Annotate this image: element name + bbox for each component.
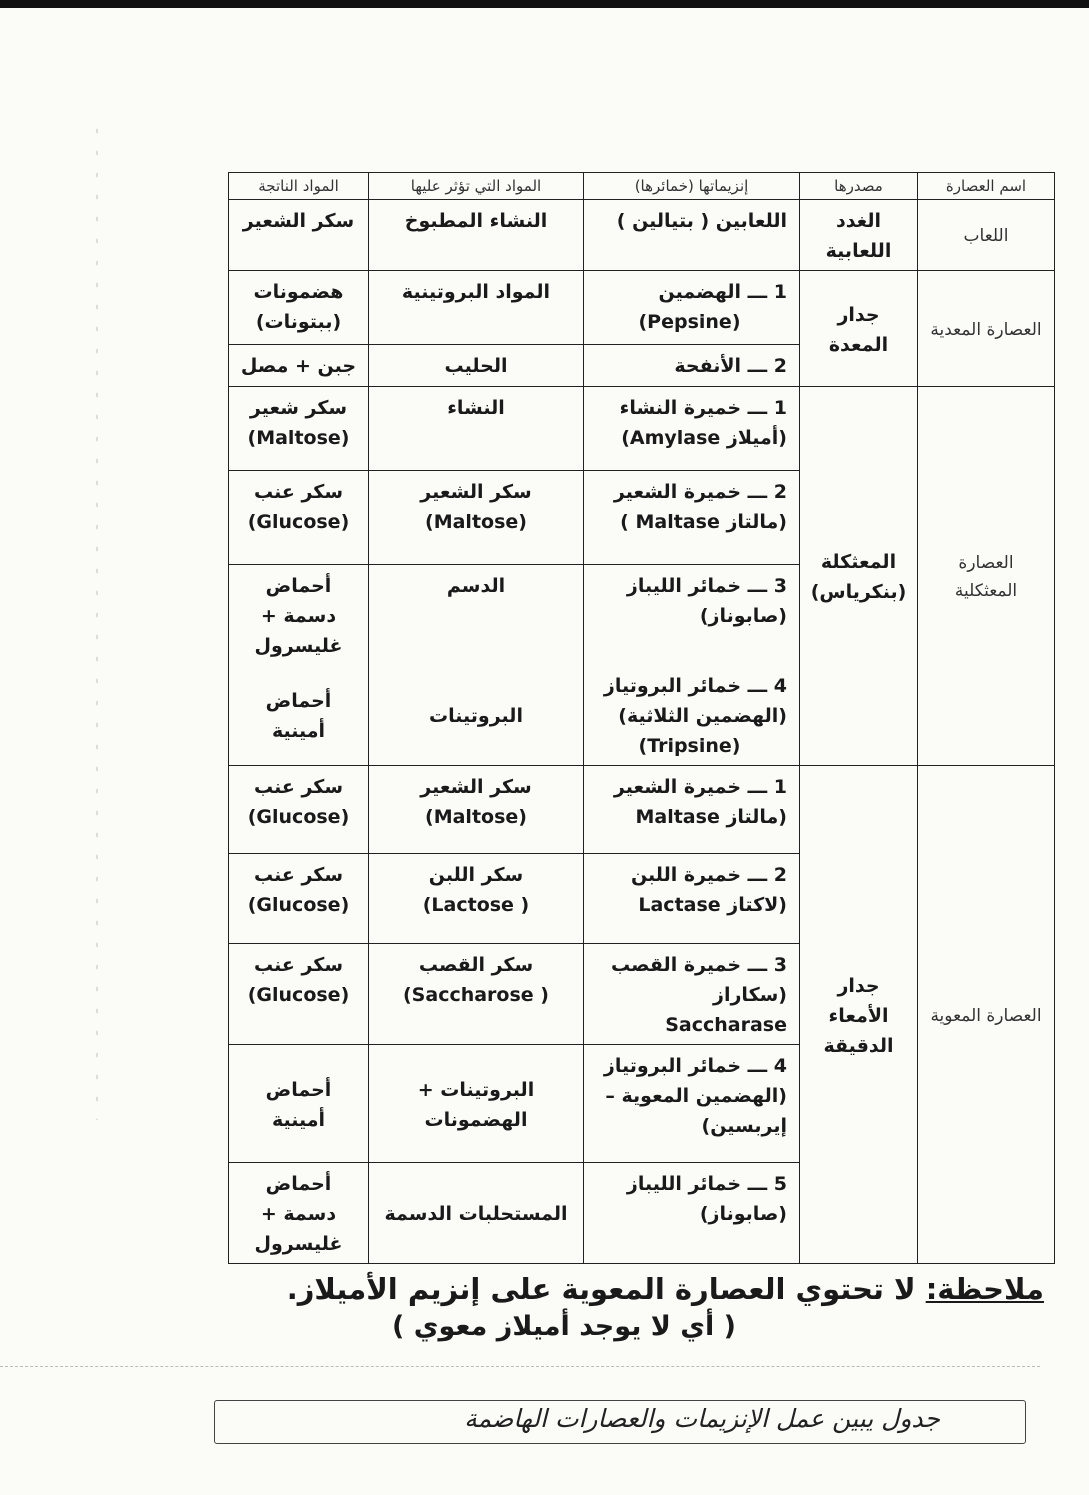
substrate-label: الحليب: [444, 355, 508, 377]
juice-gastric: العصارة المعدية: [918, 271, 1055, 387]
product-latin: (Maltose): [247, 427, 350, 449]
source-saliva: الغدد اللعابية: [800, 200, 918, 271]
substrate-cell: [369, 387, 584, 471]
product-cell: [229, 471, 369, 565]
table-row: [229, 766, 1055, 854]
enzyme-cell: [584, 944, 800, 1045]
enzyme-latin: (Tripsine): [638, 735, 741, 757]
enzyme-label: 1 ـــ خميرة الشعير: [613, 776, 787, 798]
scan-margin-noise: [92, 120, 106, 1120]
substrate-label: المستحلبات الدسمة: [384, 1203, 568, 1225]
substrate-label: سكر اللبن: [428, 864, 524, 886]
enzyme-label: 2 ـــ الأنفحة: [674, 355, 787, 377]
substrate-cell: [369, 345, 584, 387]
product-latin: (Glucose): [247, 894, 350, 916]
enzyme-latin: (Pepsine): [638, 311, 741, 333]
enzyme-cell: [584, 565, 800, 666]
enzyme-label: 3 ـــ خميرة القصب: [611, 954, 787, 976]
table-row: [229, 387, 1055, 471]
product-label: سكر عنب: [253, 954, 344, 976]
enzyme-latin: (أميلاز Amylase): [621, 427, 787, 449]
enzyme-cell: [584, 1163, 800, 1264]
enzyme-label: 1 ـــ الهضمين: [658, 281, 787, 303]
note-block: [244, 1270, 1044, 1346]
product-latin: (Glucose): [247, 984, 350, 1006]
substrate-label: البروتينات + الهضمونات: [417, 1078, 535, 1131]
enzyme-cell: [584, 854, 800, 944]
header-enzymes: إنزيماتها (خمائرها): [584, 173, 800, 200]
digestive-enzymes-table: [228, 172, 1055, 1264]
substrate-label: سكر القصب: [418, 954, 534, 976]
product-cell: [229, 1045, 369, 1163]
substrate-cell: [369, 665, 584, 766]
table-row: [229, 271, 1055, 345]
header-source: مصدرها: [800, 173, 918, 200]
product-latin: (Glucose): [247, 511, 350, 533]
substrate-cell: [369, 565, 584, 666]
enzyme-cell: [584, 665, 800, 766]
enzyme-cell: [584, 1045, 800, 1163]
substrate-label: النشاء: [447, 397, 505, 419]
header-juice: اسم العصارة: [918, 173, 1055, 200]
enzyme-cell: [584, 766, 800, 854]
substrate-cell: [369, 1045, 584, 1163]
scan-top-edge: [0, 0, 1089, 8]
enzyme-label: 2 ـــ خميرة الشعير: [613, 481, 787, 503]
header-products: المواد الناتجة: [229, 173, 369, 200]
substrate-label: النشاء المطبوخ: [404, 210, 548, 232]
substrate-cell: [369, 944, 584, 1045]
juice-pancreatic: العصارة المعثكلية: [918, 387, 1055, 766]
enzyme-latin: (مالتاز Maltase: [635, 806, 787, 828]
product-label: أحماض دسمة + غليسرول: [254, 1173, 343, 1255]
substrate-latin: (Lactose ): [422, 894, 530, 916]
note-label: ملاحظة:: [925, 1272, 1044, 1306]
enzyme-label: 4 ـــ خمائر البروتياز (الهضمين المعوية – إيربسين): [603, 1055, 787, 1137]
enzyme-label: 5 ـــ خمائر الليباز (صابوناز): [626, 1173, 787, 1225]
note-subtext: ( أي لا يوجد أميلاز معوي ): [392, 1311, 736, 1342]
enzyme-latin: (لاكتاز Lactase: [638, 894, 787, 916]
product-label: سكر شعير: [249, 397, 348, 419]
enzyme-label: 4 ـــ خمائر البروتياز (الهضمين الثلاثية): [603, 675, 787, 727]
substrate-cell: [369, 1163, 584, 1264]
substrate-latin: (Maltose): [425, 806, 527, 828]
product-cell: [229, 944, 369, 1045]
product-cell: [229, 1163, 369, 1264]
product-cell: [229, 665, 369, 766]
product-label: أحماض دسمة + غليسرول: [254, 575, 343, 657]
note-text: لا تحتوي العصارة المعوية على إنزيم الأميلاز.: [286, 1272, 916, 1306]
substrate-latin: (Saccharose ): [403, 984, 549, 1006]
product-cell: [229, 387, 369, 471]
product-label: جبن + مصل: [240, 355, 357, 377]
substrate-cell: [369, 766, 584, 854]
juice-intestinal: العصارة المعوية: [918, 766, 1055, 1264]
product-latin: (Glucose): [247, 806, 350, 828]
enzyme-cell: [584, 387, 800, 471]
enzyme-latin: (سكاراز Saccharase: [665, 984, 787, 1036]
substrate-label: سكر الشعير: [420, 776, 532, 798]
enzyme-latin: (مالتاز Maltase ): [620, 511, 787, 533]
substrate-label: الدسم: [446, 575, 506, 597]
product-cell: [229, 345, 369, 387]
product-cell: [229, 766, 369, 854]
enzyme-cell: [584, 471, 800, 565]
substrate-cell: [369, 854, 584, 944]
substrate-cell: [369, 271, 584, 345]
product-label: سكر عنب: [253, 481, 344, 503]
enzyme-label: 1 ـــ خميرة النشاء: [619, 397, 787, 419]
product-label: أحماض أمينية: [265, 690, 332, 742]
product-label: أحماض أمينية: [265, 1078, 332, 1131]
enzyme-label: 3 ـــ خمائر الليباز (صابوناز): [626, 575, 787, 627]
header-substrate: المواد التي تؤثر عليها: [369, 173, 584, 200]
product-label: سكر الشعير: [242, 210, 355, 232]
table-header-row: [229, 173, 1055, 200]
product-cell: [229, 271, 369, 345]
enzyme-label: اللعابين ( بتيالين ): [616, 210, 787, 232]
substrate-cell: [369, 471, 584, 565]
substrate-latin: (Maltose): [425, 511, 527, 533]
scan-dotted-line: [0, 1366, 1040, 1367]
substrate-label: المواد البروتينية: [401, 281, 551, 303]
enzyme-label: 2 ـــ خميرة اللبن: [630, 864, 787, 886]
substrate-label: سكر الشعير: [420, 481, 532, 503]
product-label: سكر عنب: [253, 864, 344, 886]
source-pancreatic: المعثكلة (بنكرياس): [800, 387, 918, 766]
source-gastric: جدار المعدة: [800, 271, 918, 387]
substrate-label: البروتينات: [429, 705, 523, 727]
product-label: سكر عنب: [253, 776, 344, 798]
substrate-cell: [369, 200, 584, 271]
enzyme-cell: [584, 345, 800, 387]
table-row: [229, 200, 1055, 271]
source-intestinal: جدار الأمعاء الدقيقة: [800, 766, 918, 1264]
product-cell: [229, 854, 369, 944]
juice-saliva: اللعاب: [918, 200, 1055, 271]
product-label: هضمونات (ببتونات): [253, 281, 344, 333]
enzyme-cell: [584, 200, 800, 271]
product-cell: [229, 565, 369, 666]
enzyme-cell: [584, 271, 800, 345]
handwritten-caption: جدول يبين عمل الإنزيمات والعصارات الهاضمة: [464, 1404, 940, 1433]
product-cell: [229, 200, 369, 271]
